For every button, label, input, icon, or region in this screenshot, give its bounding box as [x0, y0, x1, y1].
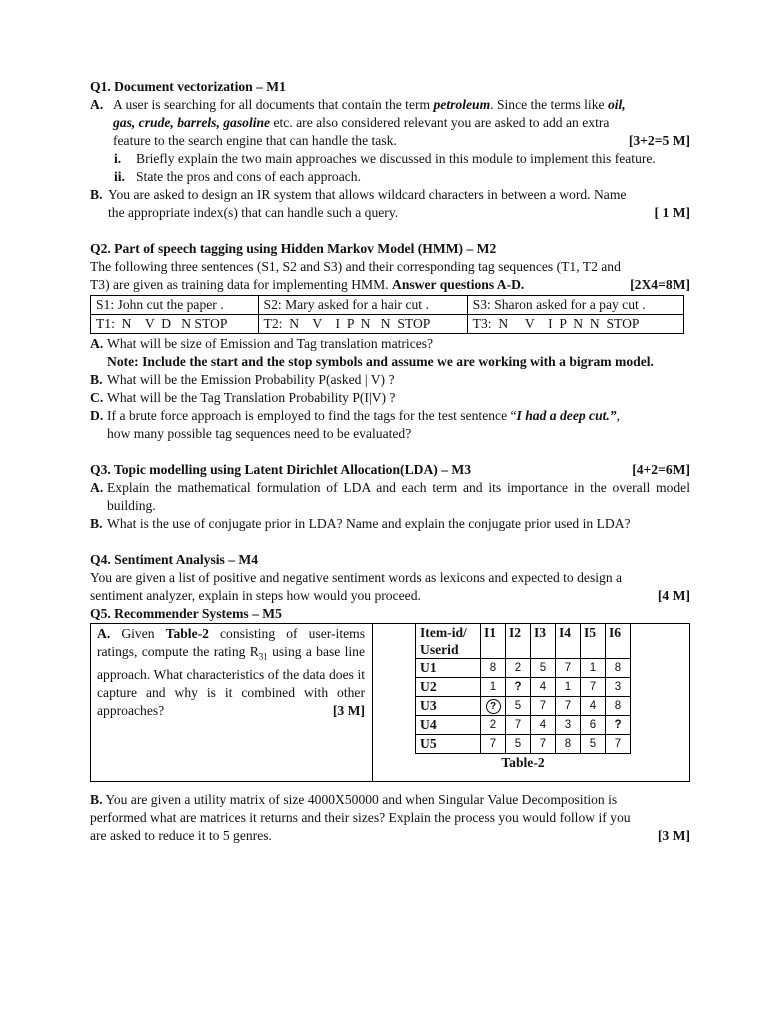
q2-a-text: What will be size of Emission and Tag translation matrices?	[107, 336, 434, 351]
q2-a-label: A.	[90, 336, 104, 351]
q3-b	[90, 515, 690, 533]
exam-page	[90, 78, 690, 845]
q5-b-label: B.	[90, 792, 103, 807]
q2-intro: The following three sentences (S1, S2 and S3) and their corresponding tag sequences (T1, T2 and	[90, 259, 621, 274]
q1-b-text: the appropriate index(s) that can handle such a query.	[108, 205, 399, 220]
item-label: I4	[559, 625, 572, 640]
rating-cell: 1	[581, 659, 606, 678]
q2-d-text: If a brute force approach is employed to find the tags for the test sentence “	[107, 408, 517, 423]
q3-marks: [4+2=6M]	[632, 462, 690, 477]
item-header	[581, 624, 606, 659]
q2-heading: Q2. Part of speech tagging using Hidden Markov Model (HMM) – M2	[90, 241, 497, 256]
rating-cell: 3	[606, 678, 631, 697]
q2-b-label: B.	[90, 372, 103, 387]
q4-text: You are given a list of positive and negative sentiment words as lexicons and expected to design a	[90, 570, 623, 585]
table-row	[91, 296, 684, 315]
rating-cell: 7	[531, 697, 556, 716]
table-caption: Table-2	[501, 755, 545, 770]
tag-cell: T2: N V I P N N STOP	[258, 315, 467, 334]
sentence-cell: S3: Sharon asked for a pay cut .	[467, 296, 683, 315]
q2-d-label: D.	[90, 408, 104, 423]
table-row	[91, 315, 684, 334]
q5-b	[90, 791, 690, 809]
table-row	[416, 659, 631, 678]
q1-a-line3	[90, 132, 690, 150]
q1-a-marks: [3+2=5 M]	[628, 133, 690, 148]
q1-a-i	[90, 150, 690, 168]
q1-a	[90, 96, 690, 114]
q2-d-sentence: I had a deep cut.”	[516, 408, 617, 423]
q2-d	[90, 407, 690, 425]
rating-cell: 8	[606, 697, 631, 716]
rating-cell: 7	[556, 659, 581, 678]
sentence-cell: S1: John cut the paper .	[91, 296, 259, 315]
q1-b-line2	[90, 204, 690, 222]
item-label: I6	[609, 625, 622, 640]
rating-cell: 4	[531, 716, 556, 735]
q1-a-line2	[90, 114, 690, 132]
q1-b-label: B.	[90, 187, 103, 202]
q3-b-label: B.	[90, 516, 103, 531]
q5-a	[91, 624, 373, 781]
q2-intro-text: T3) are given as training data for implementing HMM.	[90, 277, 393, 292]
table-row	[416, 697, 631, 716]
q5-table-area	[373, 624, 689, 781]
corner-header-line: Userid	[420, 642, 459, 657]
rating-cell: 7	[606, 735, 631, 754]
item-header	[481, 624, 506, 659]
tag-cell: T3: N V I P N N STOP	[467, 315, 683, 334]
q3-a-text: Explain the mathematical formulation of LDA and each term and its importance in the overall model building.	[107, 480, 690, 513]
item-label: I2	[509, 625, 522, 640]
q4-text: sentiment analyzer, explain in steps how would you proceed.	[90, 588, 421, 603]
item-label: I1	[484, 625, 497, 640]
rating-cell: 8	[556, 735, 581, 754]
table-row	[416, 716, 631, 735]
item-header	[606, 624, 631, 659]
q4-marks: [4 M]	[657, 588, 690, 603]
q1-a-text: A user is searching for all documents that contain the term	[113, 97, 434, 112]
q3-heading: Q3. Topic modelling using Latent Dirichlet Allocation(LDA) – M3	[90, 462, 472, 477]
q3-b-text: What is the use of conjugate prior in LDA? Name and explain the conjugate prior used in LDA?	[107, 516, 631, 531]
q4-heading: Q4. Sentiment Analysis – M4	[90, 552, 259, 567]
rating-cell: 5	[506, 697, 531, 716]
q2-note: Note: Include the start and the stop symbols and assume we are working with a bigram model.	[107, 354, 654, 369]
q5-b-text: performed what are matrices it returns and their sizes? Explain the process you would follow if you	[90, 810, 631, 825]
q2-a	[90, 335, 690, 353]
q1-a-text: feature to the search engine that can handle the task.	[113, 133, 397, 148]
q2-c-text: What will be the Tag Translation Probability P(I|V) ?	[107, 390, 396, 405]
q3-a-label: A.	[90, 480, 104, 495]
q1-a-text: . Since the terms like	[490, 97, 608, 112]
rating-cell: 7	[531, 735, 556, 754]
corner-header-line: Item-id/	[420, 625, 467, 640]
rating-cell: 7	[506, 716, 531, 735]
rating-cell: 5	[506, 735, 531, 754]
q2-intro-bold: Answer questions A-D.	[392, 277, 525, 292]
q2-marks: [2X4=8M]	[630, 277, 690, 292]
user-label: U4	[416, 716, 481, 735]
q4-line2	[90, 587, 690, 605]
rating-cell: 5	[531, 659, 556, 678]
q1-b-text: You are asked to design an IR system that allows wildcard characters in between a word. Name	[108, 187, 627, 202]
q1-a-terms: oil,	[607, 97, 626, 112]
q1-a-label: A.	[90, 97, 104, 112]
q5-a-text: Given	[121, 626, 166, 641]
q5-a-label: A.	[97, 626, 111, 641]
q5-b-line3	[90, 827, 690, 845]
user-label: U2	[416, 678, 481, 697]
item-label: I3	[534, 625, 547, 640]
item-header	[556, 624, 581, 659]
q1-ii-label: ii.	[114, 169, 125, 184]
q5-b-text: You are given a utility matrix of size 4000X50000 and when Singular Value Decomposition is	[102, 792, 618, 807]
q3-a	[90, 479, 690, 515]
q5-a-sub: 31	[258, 651, 268, 662]
rating-cell: 1	[556, 678, 581, 697]
q5-a-text: consisting of user-items ratings, compute the rating R	[97, 626, 365, 659]
table-row	[416, 735, 631, 754]
item-label: I5	[584, 625, 597, 640]
rating-cell: 1	[481, 678, 506, 697]
q1-a-term: petroleum	[433, 97, 491, 112]
q2-d-text: ,	[616, 408, 621, 423]
q5-a-text: using a base line approach. What characteristics of the data does it capture and why is it combined with other approaches?	[97, 644, 365, 718]
item-header	[531, 624, 556, 659]
q5-a-marks: [3 M]	[332, 702, 365, 718]
q1-i-text: Briefly explain the two main approaches we discussed in this module to implement this feature.	[136, 151, 656, 166]
tag-cell: T1: N V D N STOP	[91, 315, 259, 334]
q2-b	[90, 371, 690, 389]
q5-a-table-ref: Table-2	[165, 626, 209, 641]
q2-training-table	[90, 295, 684, 334]
q1-ii-text: State the pros and cons of each approach.	[136, 169, 361, 184]
q3-heading-row	[90, 461, 690, 479]
q5-b-text: are asked to reduce it to 5 genres.	[90, 828, 272, 843]
rating-cell: 7	[581, 678, 606, 697]
rating-cell: ?	[606, 716, 631, 735]
rating-cell: ?	[506, 678, 531, 697]
rating-cell: 4	[581, 697, 606, 716]
q5-box	[90, 623, 690, 782]
rating-cell: 2	[481, 716, 506, 735]
q5-b-marks: [3 M]	[657, 828, 690, 843]
table-row	[416, 678, 631, 697]
user-label: U3	[416, 697, 481, 716]
user-label: U5	[416, 735, 481, 754]
rating-cell: 6	[581, 716, 606, 735]
q2-c-label: C.	[90, 390, 104, 405]
q1-a-terms: gas, crude, barrels, gasoline	[113, 115, 271, 130]
q2-intro-line2	[90, 276, 690, 294]
rating-cell: 8	[606, 659, 631, 678]
rating-cell: 7	[556, 697, 581, 716]
corner-header	[416, 624, 481, 659]
q1-i-label: i.	[114, 151, 122, 166]
q1-b-marks: [ 1 M]	[654, 205, 690, 220]
ratings-table	[415, 623, 631, 772]
rating-cell: 2	[506, 659, 531, 678]
q5-heading: Q5. Recommender Systems – M5	[90, 606, 282, 621]
q2-d-line2: how many possible tag sequences need to be evaluated?	[107, 426, 412, 441]
user-label: U1	[416, 659, 481, 678]
q2-c	[90, 389, 690, 407]
rating-cell: 3	[556, 716, 581, 735]
rating-cell: 8	[481, 659, 506, 678]
q1-a-text: etc. are also considered relevant you are asked to add an extra	[270, 115, 610, 130]
sentence-cell: S2: Mary asked for a hair cut .	[258, 296, 467, 315]
item-header	[506, 624, 531, 659]
rating-cell: 4	[531, 678, 556, 697]
rating-cell: 7	[481, 735, 506, 754]
q2-b-text: What will be the Emission Probability P(asked | V) ?	[107, 372, 395, 387]
q1-b	[90, 186, 690, 204]
target-rating-circle: ?	[486, 699, 501, 714]
rating-cell	[481, 697, 506, 716]
q1-a-ii	[90, 168, 690, 186]
rating-cell: 5	[581, 735, 606, 754]
q1-heading: Q1. Document vectorization – M1	[90, 79, 286, 94]
